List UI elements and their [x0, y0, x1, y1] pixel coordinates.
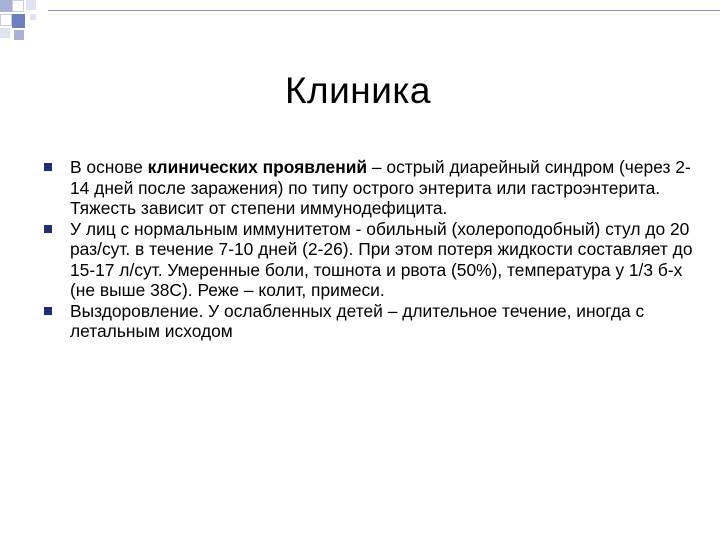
- bullet-list: [44, 157, 694, 342]
- corner-decoration-square: [0, 14, 12, 26]
- corner-decoration-square: [0, 28, 10, 38]
- bullet-text-bold: клинических проявлений: [147, 157, 368, 177]
- header-rule: [48, 10, 720, 11]
- square-bullet-icon: [44, 225, 52, 233]
- bullet-item: [44, 157, 694, 219]
- square-bullet-icon: [44, 163, 52, 171]
- slide-title-text: Клиника: [285, 70, 431, 111]
- corner-decoration-square: [14, 30, 24, 40]
- bullet-text: У лиц с нормальным иммунитетом - обильный (холероподобный) стул до 20 раз/сут. в течение 7-10 дней (2-26). При этом потеря жидкости составляет до 15-17 л/сут. Умеренные боли, тошнота и рвота (50%), температура у 1/3 б-х (не выше 38С). Реже – колит, примеси.: [70, 218, 693, 300]
- square-bullet-icon: [44, 307, 52, 315]
- corner-decoration-square: [26, 0, 36, 10]
- bullet-text: Выздоровление. У ослабленных детей – длительное течение, иногда с летальным исходом: [70, 300, 645, 341]
- bullet-item: [44, 301, 694, 342]
- slide-title: [0, 70, 720, 112]
- bullet-item: [44, 219, 694, 301]
- bullet-text-post: – острый диарейный синдром (через 2-14 дней после заражения) по типу острого энтерита или гастроэнтерита. Тяжесть зависит от степени иммунодефицита.: [70, 157, 691, 218]
- corner-decoration-square: [0, 0, 12, 12]
- corner-decoration-square: [12, 0, 24, 12]
- bullet-text-pre: В основе: [70, 157, 148, 177]
- corner-decoration-square: [30, 14, 36, 20]
- corner-decoration-square: [12, 14, 25, 28]
